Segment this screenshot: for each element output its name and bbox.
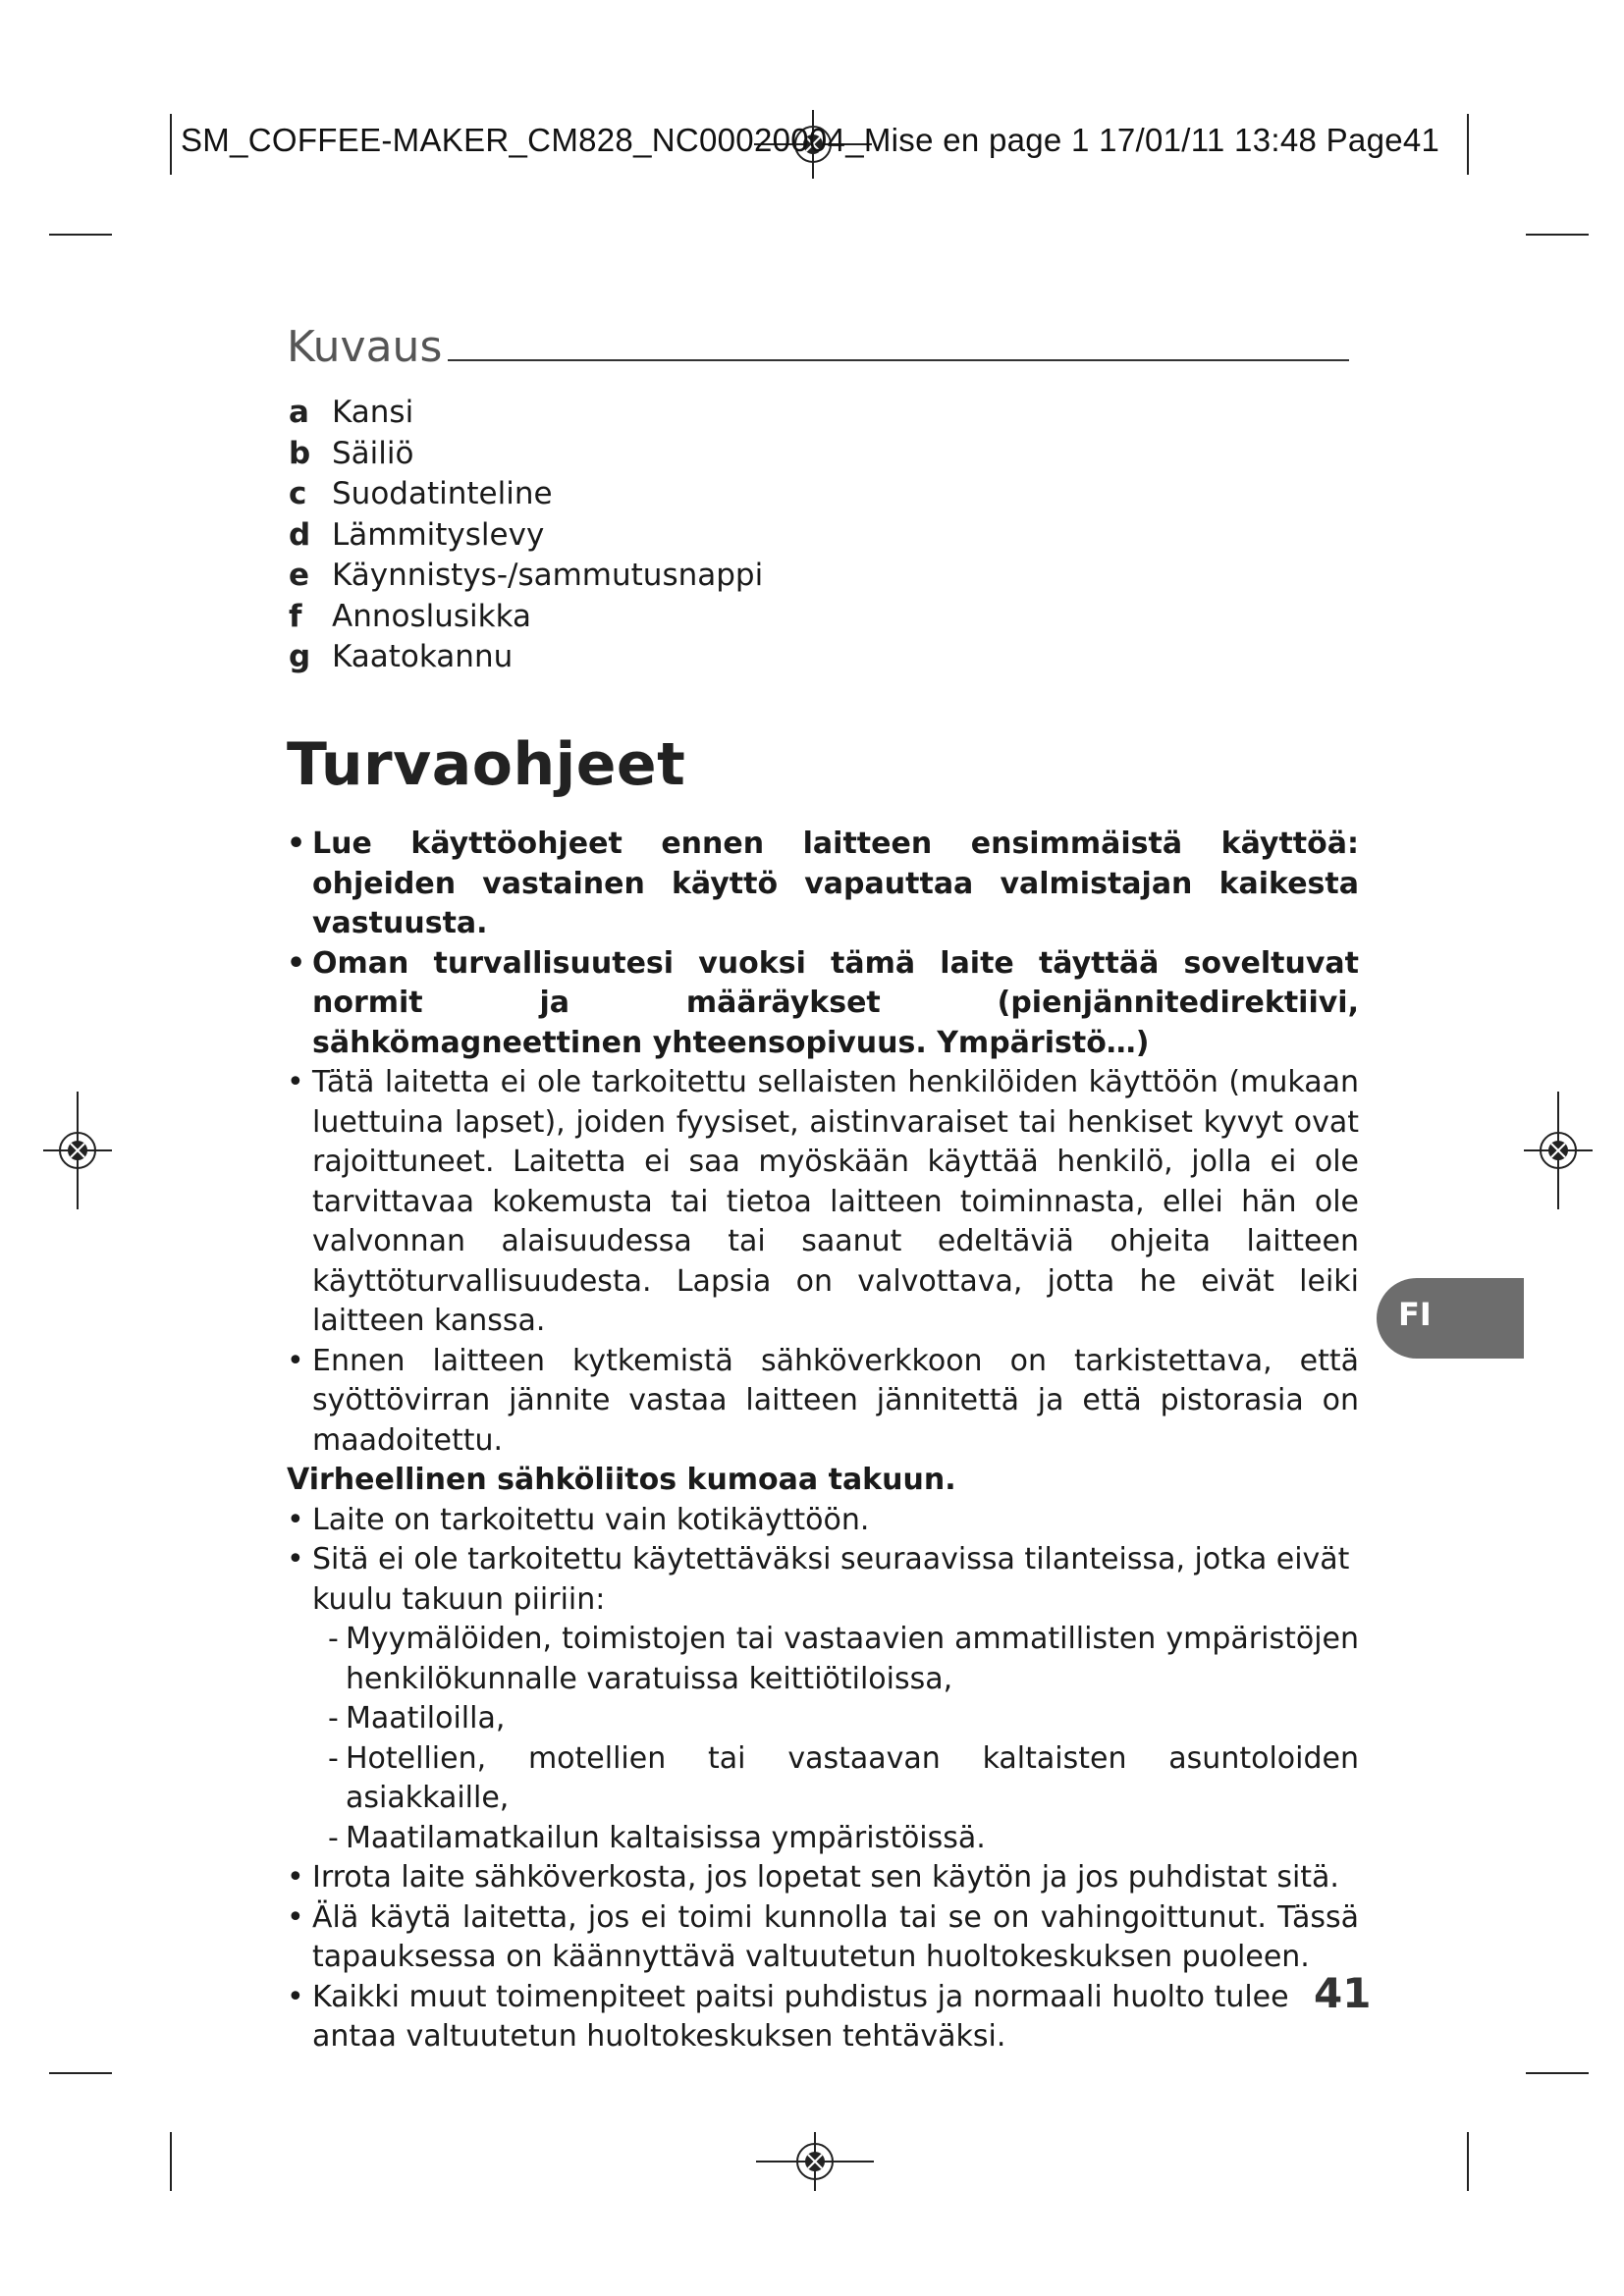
crop-mark-bottom-right-horizontal — [1526, 2072, 1589, 2074]
crop-mark-top-right-vertical — [1467, 114, 1469, 175]
sub-item: - Myymälöiden, toimistojen tai vastaavien ammatillisten ympäristöjen henkilökunnalle varatuissa keittiötiloissa, — [328, 1622, 1359, 1696]
registration-mark-icon — [756, 2132, 874, 2191]
registration-mark-icon — [1524, 1092, 1593, 1209]
crop-mark-top-left-horizontal — [49, 234, 112, 236]
language-tab — [1377, 1278, 1524, 1359]
registration-mark-icon — [43, 1092, 112, 1209]
crop-mark-top-right-horizontal — [1526, 234, 1589, 236]
list-item: g Kaatokannu — [289, 639, 514, 674]
sub-item: - Hotellien, motellien tai vastaavan kaltaisten asuntoloiden asiakkaille, — [328, 1740, 1359, 1815]
list-item: f Annoslusikka — [289, 598, 531, 634]
list-item: b Säiliö — [289, 435, 414, 471]
safety-bullet: • Irrota laite sähköverkosta, jos lopetat sen käytön ja jos puhdistat sitä. — [287, 1858, 1359, 1898]
safety-bullet: • Oman turvallisuutesi vuoksi tämä laite täyttää soveltuvat normit ja määräykset (pienjännitedirektiivi, sähkömagneettinen yhteensopivuus. Ympäristö…) — [287, 944, 1359, 1064]
safety-bullet: • Tätä laitetta ei ole tarkoitettu sellaisten henkilöiden käyttöön (mukaan luettuina lapset), joiden fyysiset, aistinvaraiset tai henkiset kyvyt ovat rajoittuneet. Laitetta ei saa myöskään käyttää henkilö, jolla ei ole tarvittavaa kokemusta tai tietoa laitteen toiminnasta, ellei hän ole valvonnan alaisuudessa tai saanut edeltäviä ohjeita laitteen käyttöturvallisuudesta. Lapsia on valvottava, jotta he eivät leiki laitteen kanssa. — [287, 1063, 1359, 1342]
language-tab-label: FI — [1398, 1296, 1432, 1333]
crop-mark-top-left-vertical — [170, 114, 172, 175]
safety-bullet: • Ennen laitteen kytkemistä sähköverkkoon on tarkistettava, että syöttövirran jännite vastaa laitteen jännitettä ja että pistorasia on maadoitettu. — [287, 1342, 1359, 1462]
heading-rule — [448, 359, 1349, 361]
crop-mark-bottom-right-vertical — [1467, 2132, 1469, 2191]
safety-bullet: • Kaikki muut toimenpiteet paitsi puhdistus ja normaali huolto tulee antaa valtuutetun huoltokeskuksen tehtäväksi. — [287, 1978, 1359, 2057]
safety-bullet: • Sitä ei ole tarkoitettu käytettäväksi seuraavissa tilanteissa, jotka eivät kuulu takuun piiriin: — [287, 1540, 1359, 1620]
list-item: d Lämmityslevy — [289, 516, 545, 553]
safety-bullet: • Lue käyttöohjeet ennen laitteen ensimmäistä käyttöä: ohjeiden vastainen käyttö vapauttaa valmistajan kaikesta vastuusta. — [287, 825, 1359, 944]
list-item: c Suodatinteline — [289, 476, 553, 511]
crop-mark-bottom-left-vertical — [170, 2132, 172, 2191]
parts-list — [289, 393, 763, 678]
section-heading-description: Kuvaus — [287, 322, 443, 372]
warranty-warning: Virheellinen sähköliitos kumoaa takuun. — [287, 1463, 956, 1497]
list-item: a Kansi — [289, 395, 414, 430]
safety-bullet: • Laite on tarkoitettu vain kotikäyttöön. — [287, 1501, 1359, 1541]
sub-item: - Maatilamatkailun kaltaisissa ympäristöissä. — [328, 1820, 986, 1855]
section-heading-safety: Turvaohjeet — [287, 730, 686, 799]
safety-bullet: • Älä käytä laitetta, jos ei toimi kunnolla tai se on vahingoittunut. Tässä tapauksessa on käännyttävä valtuutetun huoltokeskuksen puoleen. — [287, 1898, 1359, 1978]
list-item: e Käynnistys-/sammutusnappi — [289, 558, 764, 593]
print-slug: SM_COFFEE-MAKER_CM828_NC00020004_Mise en page 1 17/01/11 13:48 Page41 — [181, 122, 1440, 158]
crop-mark-bottom-left-horizontal — [49, 2072, 112, 2074]
safety-instructions — [287, 825, 1359, 2057]
page-number: 41 — [1314, 1969, 1372, 2017]
sub-item: - Maatiloilla, — [328, 1701, 506, 1735]
